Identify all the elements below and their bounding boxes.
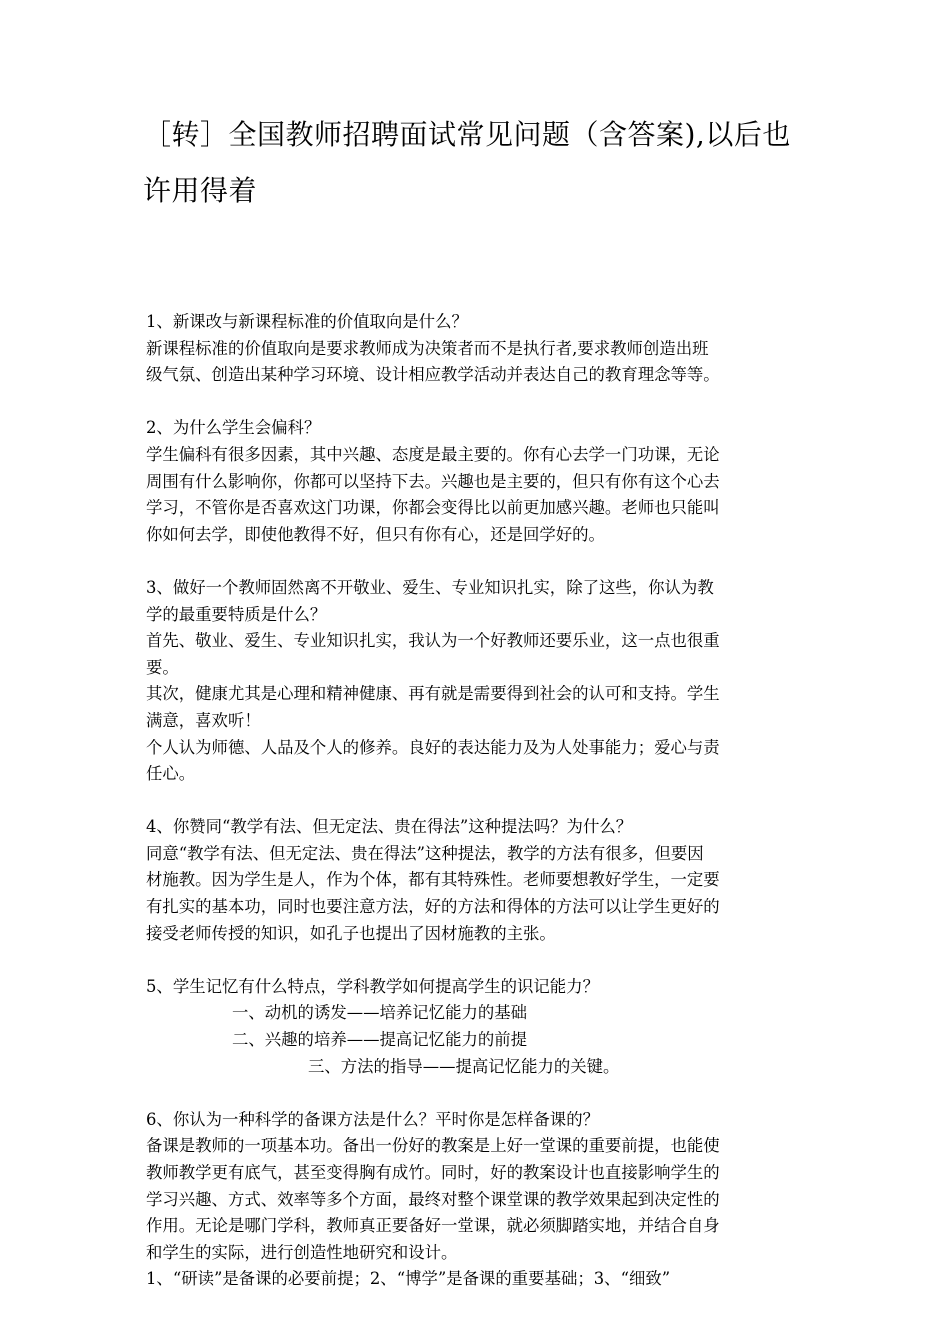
title-line: 许用得着 xyxy=(143,174,258,207)
answer-line: 同意“教学有法、但无定法、贵在得法”这种提法，教学的方法有很多，但要因 xyxy=(146,843,704,863)
point-line: 三、方法的指导——提高记忆能力的关键。 xyxy=(308,1056,620,1076)
qa-block-3 xyxy=(146,575,816,788)
answer-line: 学生偏科有很多因素，其中兴趣、态度是最主要的。你有心去学一门功课，无论 xyxy=(146,444,720,464)
answer-line: 任心。 xyxy=(146,764,196,784)
qa-block-1 xyxy=(146,309,816,389)
answer-line: 满意，喜欢听！ xyxy=(146,710,261,730)
point-line: 二、兴趣的培养——提高记忆能力的前提 xyxy=(232,1030,528,1050)
answer-line: 学习，不管你是否喜欢这门功课，你都会变得比以前更加感兴趣。老师也只能叫 xyxy=(146,498,720,518)
paragraph-gap xyxy=(146,389,816,416)
question-2: 2、为什么学生会偏科？ xyxy=(146,418,321,438)
answer-line: 教师教学更有底气，甚至变得胸有成竹。同时，好的教案设计也直接影响学生的 xyxy=(146,1163,720,1182)
question-5: 5、学生记忆有什么特点，学科教学如何提高学生的识记能力？ xyxy=(146,976,599,996)
answer-line: 有扎实的基本功，同时也要注意方法，好的方法和得体的方法可以让学生更好的 xyxy=(146,897,720,917)
paragraph-gap xyxy=(146,947,816,974)
answer-line: 材施教。因为学生是人，作为个体，都有其特殊性。老师要想教好学生，一定要 xyxy=(146,870,720,890)
question-3: 3、做好一个教师固然离不开敬业、爱生、专业知识扎实，除了这些，你认为教 xyxy=(146,577,714,597)
answer-line: 个人认为师德、人品及个人的修养。良好的表达能力及为人处事能力；爱心与责 xyxy=(146,737,720,757)
qa-block-6 xyxy=(146,1107,816,1293)
answer-line: 你如何去学，即使他教得不好，但只有你有心，还是回学好的。 xyxy=(146,524,605,544)
qa-block-2 xyxy=(146,415,816,548)
qa-block-5 xyxy=(146,974,816,1080)
answer-line: 新课程标准的价值取向是要求教师成为决策者而不是执行者,要求教师创造出班 xyxy=(146,338,709,358)
paragraph-gap xyxy=(146,1080,816,1107)
question-6: 6、你认为一种科学的备课方法是什么？平时你是怎样备课的？ xyxy=(146,1109,599,1129)
paragraph-gap xyxy=(146,548,816,575)
question-4: 4、你赞同“教学有法、但无定法、贵在得法”这种提法吗？为什么？ xyxy=(146,817,633,837)
document-title xyxy=(143,107,823,219)
paragraph-gap xyxy=(146,788,816,815)
answer-line: 周围有什么影响你，你都可以坚持下去。兴趣也是主要的，但只有你有这个心去 xyxy=(146,471,720,491)
qa-block-4 xyxy=(146,814,816,947)
answer-line: 和学生的实际，进行创造性地研究和设计。 xyxy=(146,1242,458,1262)
answer-line: 接受老师传授的知识，如孔子也提出了因材施教的主张。 xyxy=(146,923,556,943)
document-body xyxy=(146,309,816,1293)
answer-line: 1、“研读”是备课的必要前提；2、“博学”是备课的重要基础；3、“细致” xyxy=(146,1269,671,1289)
answer-line: 其次，健康尤其是心理和精神健康、再有就是需要得到社会的认可和支持。学生 xyxy=(146,684,720,704)
question-3: 学的最重要特质是什么？ xyxy=(146,604,327,624)
answer-line: 备课是教师的一项基本功。备出一份好的教案是上好一堂课的重要前提，也能使 xyxy=(146,1136,720,1156)
question-1: 1、新课改与新课程标准的价值取向是什么？ xyxy=(146,312,468,331)
answer-line: 首先、敬业、爱生、专业知识扎实，我认为一个好教师还要乐业，这一点也很重 xyxy=(146,631,720,651)
answer-line: 级气氛、创造出某种学习环境、设计相应教学活动并表达自己的教育理念等等。 xyxy=(146,365,720,385)
answer-line: 要。 xyxy=(146,657,179,677)
point-line: 一、动机的诱发——培养记忆能力的基础 xyxy=(232,1003,528,1023)
answer-line: 作用。无论是哪门学科，教师真正要备好一堂课，就必须脚踏实地，并结合自身 xyxy=(146,1216,720,1236)
title-line: ［转］全国教师招聘面试常见问题（含答案),以后也 xyxy=(143,118,791,151)
answer-line: 学习兴趣、方式、效率等多个方面，最终对整个课堂课的教学效果起到决定性的 xyxy=(146,1189,720,1209)
